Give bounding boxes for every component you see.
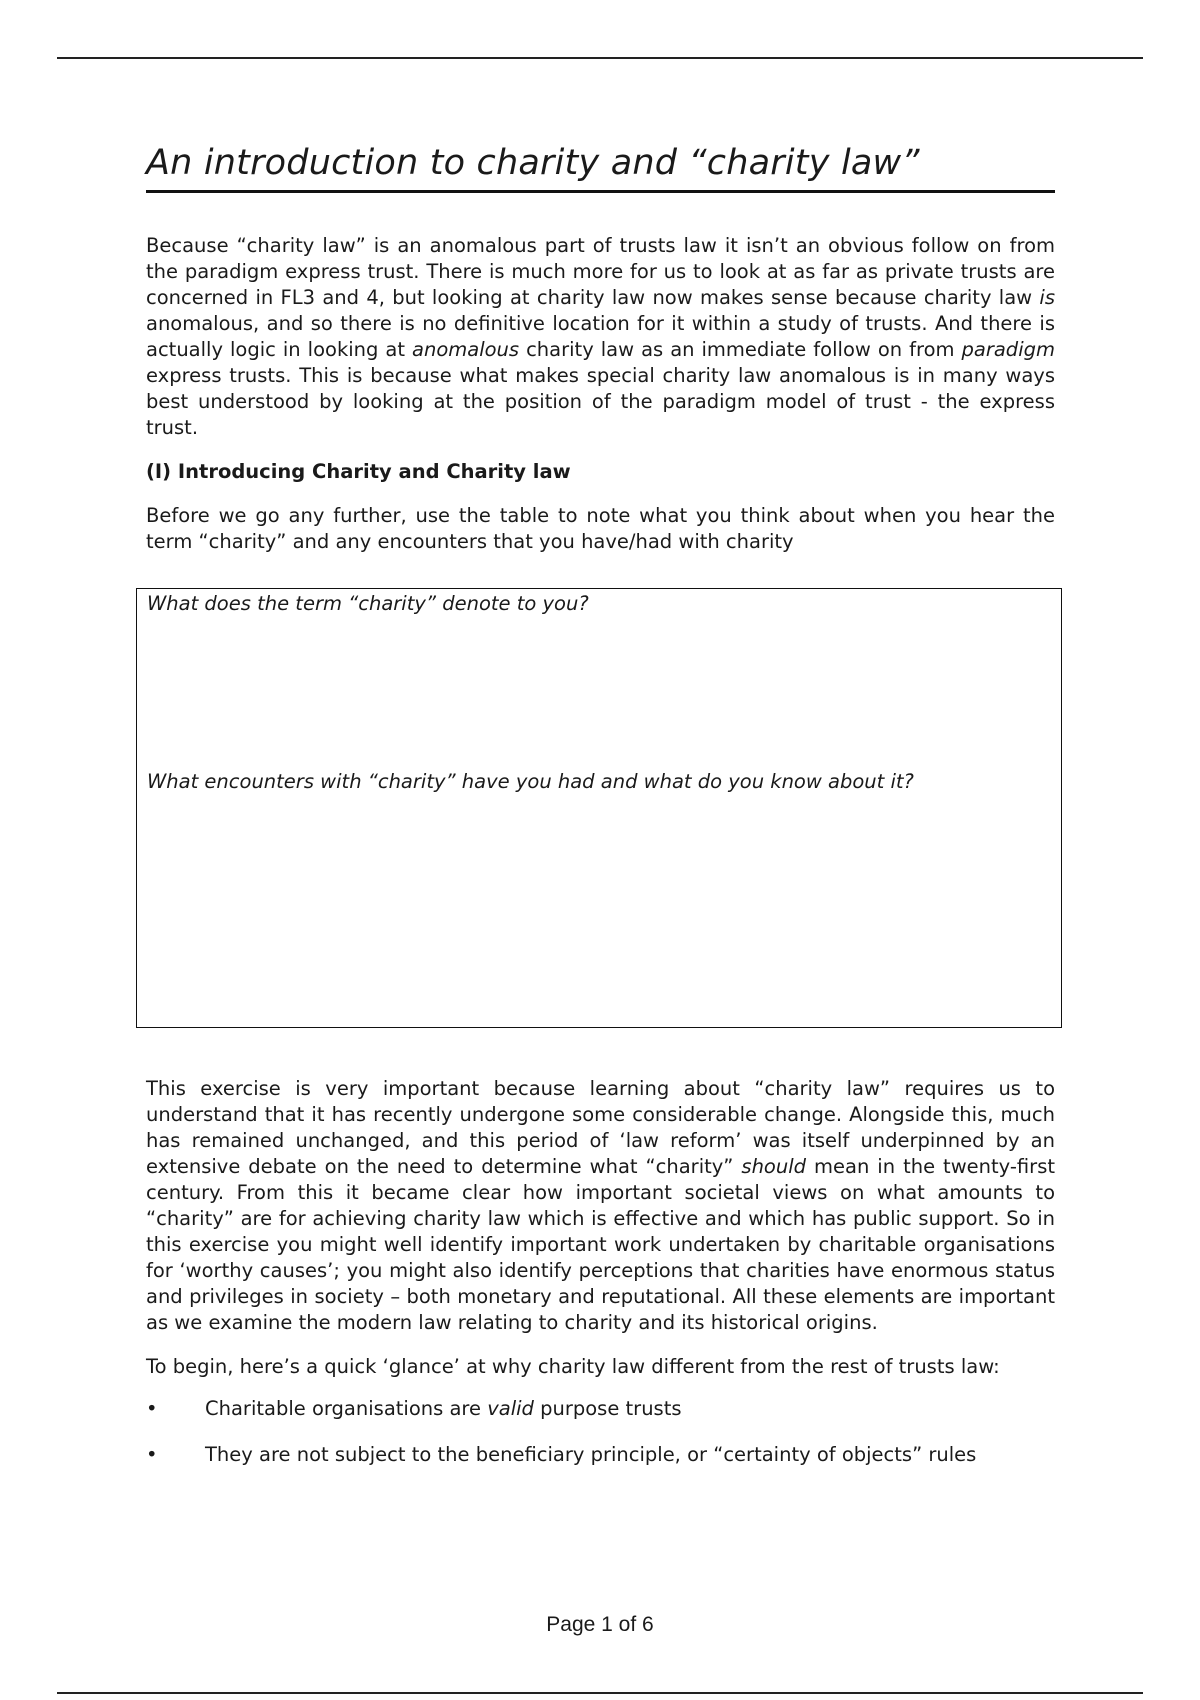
- intro-paragraph: [146, 233, 1055, 441]
- document-body: [146, 140, 1055, 555]
- intro-emphasis-paradigm: paradigm: [961, 338, 1055, 361]
- difference-list: [146, 1396, 1055, 1468]
- bullet-text: Charitable organisations are: [205, 1397, 488, 1420]
- page-number: Page 1 of 6: [546, 1613, 654, 1636]
- list-item: [146, 1396, 1055, 1422]
- glance-intro: To begin, here’s a quick ‘glance’ at why charity law different from the rest of trusts law:: [146, 1355, 1000, 1378]
- intro-text-2: anomalous, and so there is no definitive location for it within a study of trusts. And there is actually logic in looking at: [146, 312, 1055, 361]
- intro-emphasis-is: is: [1039, 286, 1055, 309]
- exercise-emphasis-should: should: [741, 1155, 807, 1178]
- page-title: An introduction to charity and “charity law”: [146, 140, 1055, 193]
- intro-text-1: Because “charity law” is an anomalous part of trusts law it isn’t an obvious follow on from the paradigm express trust. There is much more for us to look at as far as private trusts are concerned in FL3 and 4, but looking at charity law now makes sense because charity law: [146, 234, 1055, 309]
- intro-text-4: express trusts. This is because what makes special charity law anomalous is in many ways best understood by looking at the position of the paradigm model of trust - the express trust.: [146, 364, 1055, 439]
- document-body-continued: [146, 1076, 1055, 1488]
- bullet-text: purpose trusts: [533, 1397, 682, 1420]
- exercise-paragraph: [146, 1076, 1055, 1336]
- exercise-text-1: This exercise is very important because learning about “charity law” requires us to understand that it has recently undergone some considerable change. Alongside this, much has remained unchanged, and this period of ‘law reform’ was itself underpinned by an extensive debate on the need to determine what “charity”: [146, 1077, 1055, 1178]
- note-table[interactable]: [136, 588, 1062, 1028]
- page-footer: [0, 1612, 1200, 1638]
- bullet-emphasis-valid: valid: [487, 1397, 534, 1420]
- bullet-text: They are not subject to the beneficiary principle, or “certainty of objects” rules: [205, 1443, 977, 1466]
- instruction-paragraph: Before we go any further, use the table to note what you think about when you hear the term “charity” and any encounters that you have/had with charity: [146, 504, 1055, 553]
- bullet-marker: •: [146, 1397, 158, 1420]
- list-item: [146, 1442, 1055, 1468]
- section-heading: (I) Introducing Charity and Charity law: [146, 460, 571, 483]
- intro-text-3: charity law as an immediate follow on from: [519, 338, 962, 361]
- bottom-rule: [57, 1692, 1143, 1694]
- note-prompt-charity-meaning: What does the term “charity” denote to you?: [147, 592, 589, 615]
- note-prompt-charity-encounters: What encounters with “charity” have you had and what do you know about it?: [147, 770, 914, 793]
- exercise-text-2: mean in the twenty-first century. From this it became clear how important societal views on what amounts to “charity” are for achieving charity law which is effective and which has public support. So in this exercise you might well identify important work undertaken by charitable organisations for ‘worthy causes’; you might also identify perceptions that charities have enormous status and privileges in society – both monetary and reputational. All these elements are important as we examine the modern law relating to charity and its historical origins.: [146, 1155, 1055, 1334]
- bullet-marker: •: [146, 1443, 158, 1466]
- top-rule: [57, 57, 1143, 59]
- intro-emphasis-anomalous: anomalous: [412, 338, 520, 361]
